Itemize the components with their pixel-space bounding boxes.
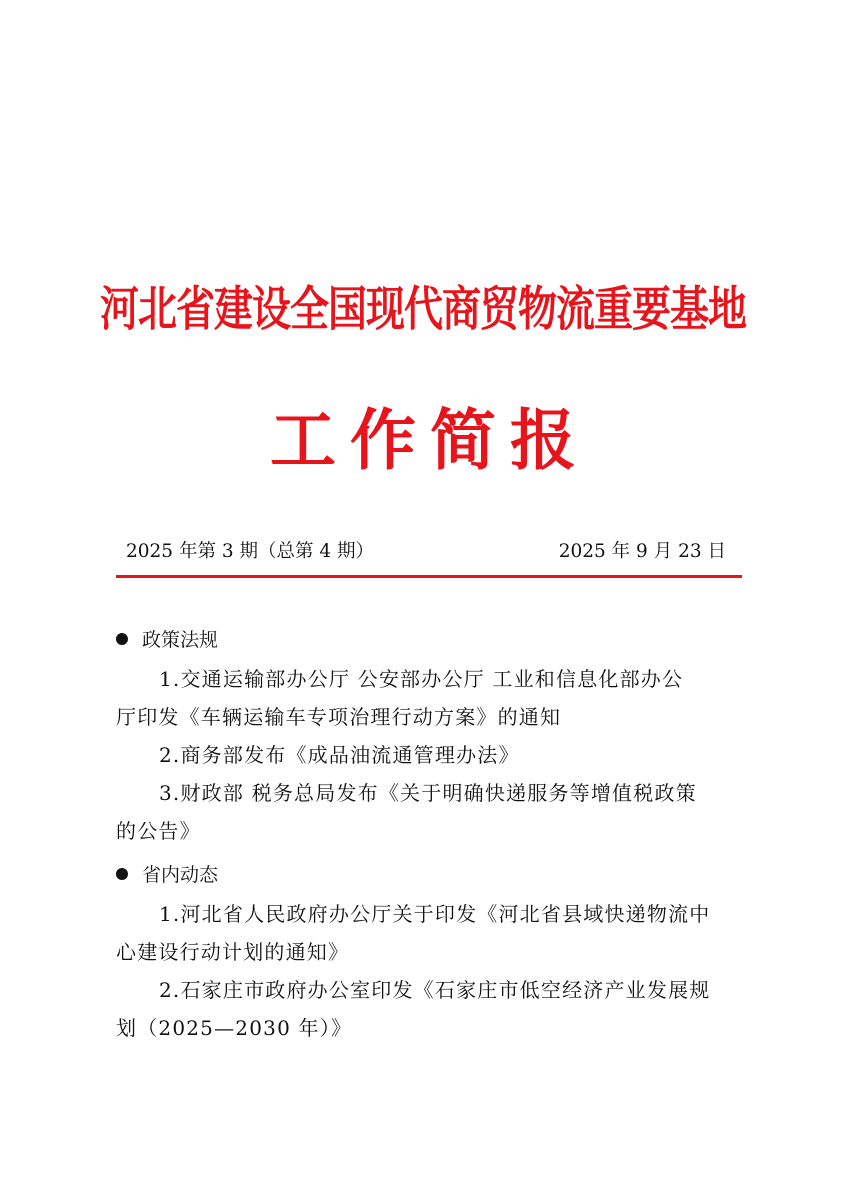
list-item-line: 厅印发《车辆运输车专项治理行动方案》的通知 — [116, 705, 562, 729]
list-item — [116, 774, 742, 850]
red-divider — [116, 575, 742, 578]
list-item — [116, 660, 742, 736]
list-item-line: 2.石家庄市政府办公室印发《石家庄市低空经济产业发展规 — [159, 978, 711, 1002]
bullet-icon — [116, 633, 128, 645]
list-item — [116, 736, 742, 774]
section-heading-label: 政策法规 — [142, 629, 219, 651]
list-item-line: 3.财政部 税务总局发布《关于明确快递服务等增值税政策 — [159, 781, 697, 805]
list-item-line: 1.河北省人民政府办公厅关于印发《河北省县域快递物流中 — [159, 902, 711, 926]
section-heading-label: 省内动态 — [142, 864, 219, 886]
list-item — [116, 971, 742, 1047]
list-item-line: 1.交通运输部办公厅 公安部办公厅 工业和信息化部办公 — [159, 667, 684, 691]
section-heading-province — [116, 859, 218, 891]
list-item-line: 的公告》 — [116, 819, 201, 843]
issue-number: 2025 年第 3 期（总第 4 期） — [126, 541, 375, 562]
list-item — [116, 895, 742, 971]
document-subtitle: 工作简报 — [270, 401, 590, 479]
list-item-line: 划（2025—2030 年）》 — [116, 1016, 353, 1040]
list-item-line: 2.商务部发布《成品油流通管理办法》 — [159, 743, 520, 767]
issue-info-row — [126, 537, 726, 567]
list-item-line: 心建设行动计划的通知》 — [116, 940, 350, 964]
bullet-icon — [116, 868, 128, 880]
issue-date: 2025 年 9 月 23 日 — [558, 541, 726, 562]
section-heading-policy — [116, 624, 218, 656]
document-title: 河北省建设全国现代商贸物流重要基地 — [99, 282, 746, 338]
